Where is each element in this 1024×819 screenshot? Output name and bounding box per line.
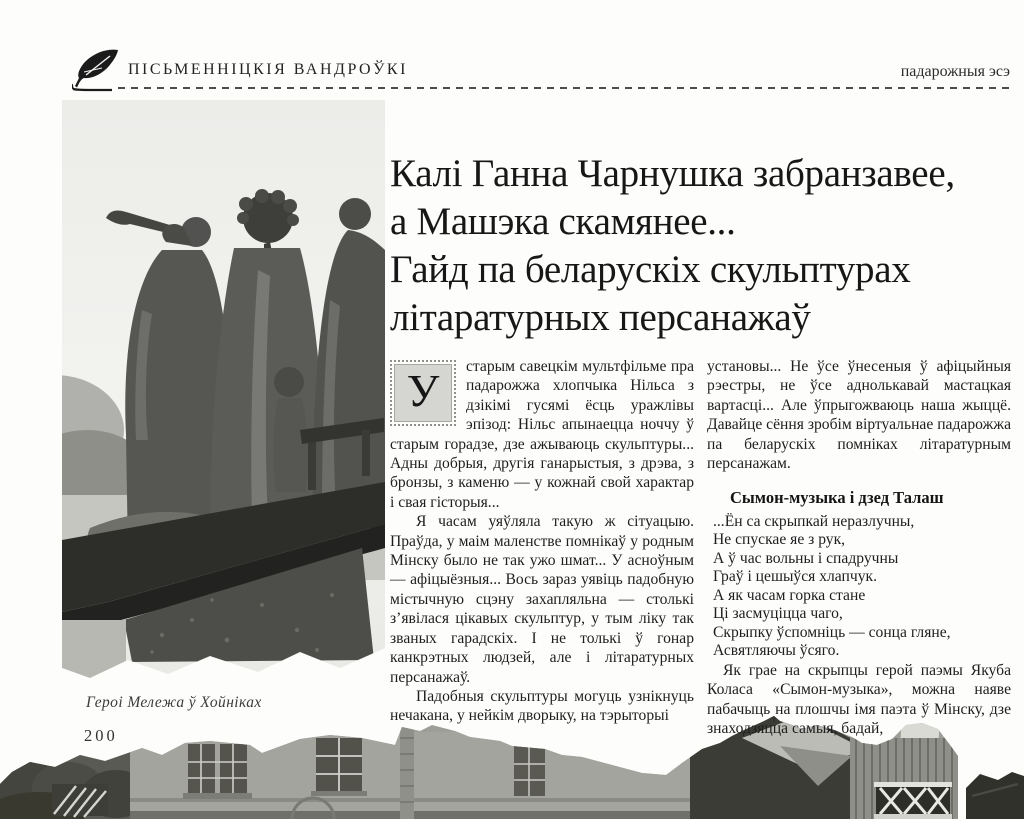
dropcap-letter: У bbox=[406, 365, 440, 416]
article-title-line: літаратурных персанажаў bbox=[390, 296, 811, 339]
photo-caption: Героі Мележа ў Хойніках bbox=[86, 694, 262, 711]
poem-line: А ў час вольны і спадручны bbox=[713, 549, 899, 567]
poem-line: Ці засмуціцца чаго, bbox=[713, 605, 843, 623]
article-title-line: Гайд па беларускіх скульптурах bbox=[390, 248, 911, 291]
trees-left bbox=[0, 752, 150, 819]
page-number: 200 bbox=[84, 726, 118, 745]
poem bbox=[707, 513, 1011, 661]
poem-line: Граў і цешыўся хлапчук. bbox=[713, 568, 877, 586]
poem-line: Не спускае яе з рук, bbox=[713, 531, 846, 549]
dropcap-stamp bbox=[390, 360, 456, 426]
subsection-heading: Сымон-музыка і дзед Талаш bbox=[730, 488, 944, 508]
paragraph bbox=[390, 357, 694, 512]
poem-line: Скрыпку ўспомніць — сонца гляне, bbox=[713, 623, 951, 641]
body-column-2 bbox=[707, 357, 1011, 738]
paragraph: Я часам уяўляла такую ж сітуацыю. Праўда, у маім маленстве помнікаў у родным Мінску было не так ужо шмат... У асноўным — афіцыёзныя... Вось зараз уявіць падобную містычную сцэну захапляльна — столькі з’явілася цікавых скульптур, у тым ліку так званых гарадскіх. І не толькі ў гонар канкрэтных людзей, але і літаратурных персанажаў. bbox=[390, 513, 694, 686]
article-title-line: а Машэка скамянее... bbox=[390, 200, 736, 243]
poem-line: Асвятляючы ўсяго. bbox=[713, 642, 840, 660]
article-title bbox=[390, 150, 1020, 342]
section-title: ПІСЬМЕННІЦКІЯ ВАНДРОЎКІ bbox=[128, 61, 408, 78]
poem-line: А як часам горка стане bbox=[713, 586, 866, 604]
paragraph: Падобныя скульптуры могуць узнікнуць нечакана, у нейкім дворыку, на тэрыторыі bbox=[390, 687, 694, 725]
paragraph: установы... Не ўсе ўнесеныя ў афіцыйныя рэестры, не ўсе аднолькавай мастацкая вартасці... Але ўпрыгожваюць наша жыццё. Давайце сёння зробім віртуальнае падарожжа па беларускіх помніках літаратурным персанажам. bbox=[707, 358, 1011, 473]
sculpture-photo bbox=[62, 100, 385, 690]
article-title-line: Калі Ганна Чарнушка забранзавее, bbox=[390, 152, 955, 195]
paragraph: Як грае на скрыпцы герой паэмы Якуба Коласа «Сымон-музыка», можна наяве пабачыць на плошчы імя паэта ў Мінску, дзе знаходзяцца самыя, бадай, bbox=[707, 661, 1011, 738]
header-dashed-rule bbox=[118, 87, 1012, 89]
essay-type-label: падарожныя эсэ bbox=[900, 63, 1010, 80]
body-column-1 bbox=[390, 357, 694, 726]
paragraph-text: старым савецкім мультфільме пра падарожжа хлопчыка Нільса з дзікімі гусямі ёсць уражлівы эпізод: Нільс апынаецца ноччу ў старым горадзе, дзе ажываюць скульптуры... Адны добрыя, другія ганарыстыя, з дрэва, з бронзы, з каменю — у кожнай свой характар і свая гісторыя... bbox=[390, 358, 694, 511]
quill-icon bbox=[72, 48, 120, 94]
poem-line: ...Ён са скрыпкай неразлучны, bbox=[713, 512, 915, 530]
